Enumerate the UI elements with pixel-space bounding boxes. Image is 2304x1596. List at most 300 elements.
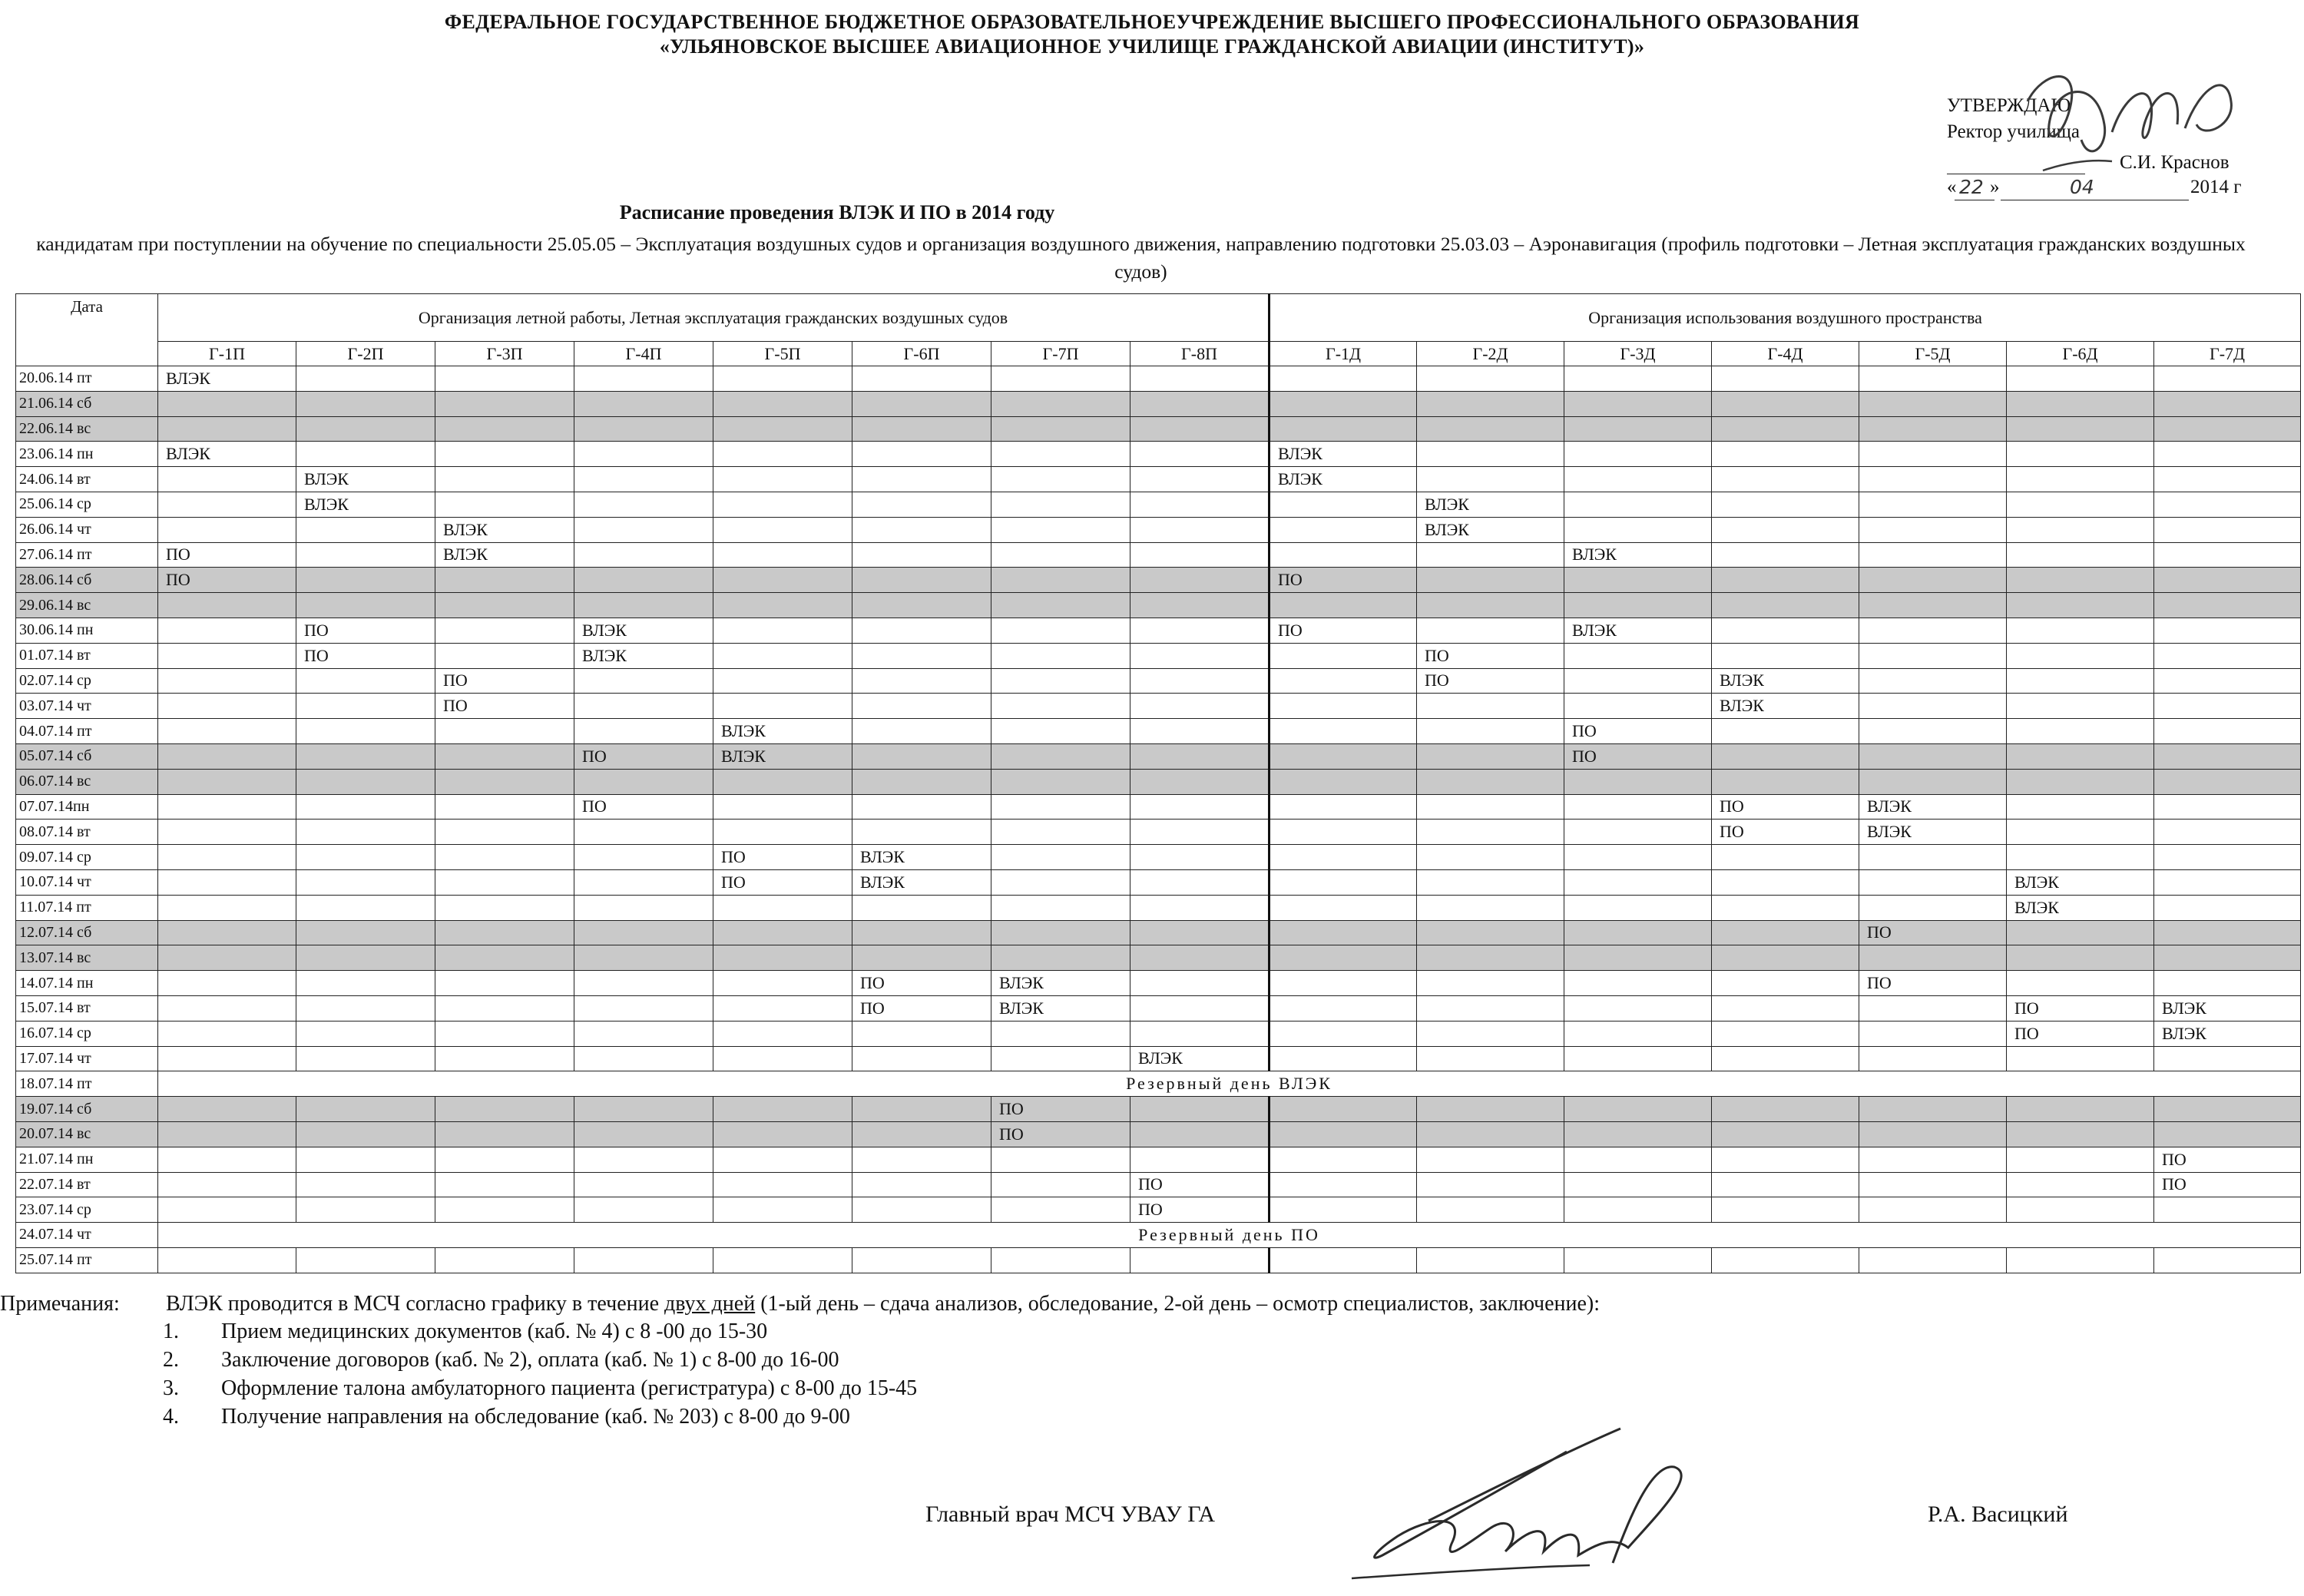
schedule-cell — [435, 643, 574, 668]
schedule-cell — [713, 769, 852, 794]
note-number: 4. — [163, 1405, 179, 1429]
date-cell: 04.07.14 пт — [16, 719, 158, 744]
schedule-cell — [1564, 416, 1712, 442]
schedule-cell — [1130, 416, 1270, 442]
schedule-cell — [1859, 743, 2007, 769]
schedule-cell — [713, 593, 852, 618]
schedule-cell — [296, 517, 435, 542]
schedule-cell — [296, 593, 435, 618]
schedule-cell — [158, 845, 296, 870]
schedule-cell: ПО — [1130, 1172, 1270, 1197]
schedule-cell — [1270, 668, 1417, 694]
table-row — [16, 1197, 2301, 1223]
schedule-cell: ПО — [296, 618, 435, 643]
schedule-cell — [1270, 1097, 1417, 1122]
schedule-cell — [2007, 1121, 2154, 1147]
date-cell: 13.07.14 вс — [16, 945, 158, 971]
schedule-cell — [713, 971, 852, 996]
schedule-cell — [435, 593, 574, 618]
schedule-cell — [574, 568, 713, 593]
schedule-cell — [296, 820, 435, 845]
date-cell: 18.07.14 пт — [16, 1071, 158, 1097]
note-number: 3. — [163, 1376, 179, 1400]
schedule-cell — [1130, 794, 1270, 820]
schedule-cell — [158, 1247, 296, 1273]
schedule-cell — [2154, 542, 2301, 568]
schedule-cell — [2007, 794, 2154, 820]
schedule-cell — [1712, 920, 1859, 945]
table-row — [16, 1046, 2301, 1071]
schedule-cell — [296, 442, 435, 467]
schedule-cell — [713, 1247, 852, 1273]
schedule-cell — [2007, 442, 2154, 467]
schedule-cell — [1712, 1172, 1859, 1197]
schedule-cell — [1270, 845, 1417, 870]
schedule-cell — [1859, 542, 2007, 568]
schedule-cell — [991, 442, 1130, 467]
schedule-cell — [574, 820, 713, 845]
schedule-cell — [1270, 1147, 1417, 1172]
schedule-cell: ВЛЭК — [1859, 820, 2007, 845]
schedule-cell: ВЛЭК — [158, 366, 296, 392]
schedule-cell — [1859, 1021, 2007, 1046]
schedule-cell — [2154, 467, 2301, 492]
schedule-cell — [296, 1197, 435, 1223]
schedule-cell — [1859, 593, 2007, 618]
schedule-table — [15, 293, 2301, 1273]
schedule-cell: ВЛЭК — [158, 442, 296, 467]
schedule-cell: ПО — [435, 668, 574, 694]
schedule-cell — [713, 895, 852, 920]
schedule-cell — [991, 366, 1130, 392]
schedule-cell — [435, 1046, 574, 1071]
schedule-title: Расписание проведения ВЛЭК И ПО в 2014 году — [619, 201, 1055, 224]
schedule-cell — [1859, 517, 2007, 542]
schedule-cell — [1270, 719, 1417, 744]
schedule-cell: ПО — [1859, 920, 2007, 945]
schedule-cell — [1564, 1197, 1712, 1223]
date-cell: 23.07.14 ср — [16, 1197, 158, 1223]
schedule-cell — [1130, 945, 1270, 971]
schedule-cell — [991, 820, 1130, 845]
schedule-cell — [1859, 467, 2007, 492]
schedule-cell: ПО — [1130, 1197, 1270, 1223]
schedule-cell — [1130, 869, 1270, 895]
schedule-cell — [1130, 1021, 1270, 1046]
schedule-cell — [158, 391, 296, 416]
chief-doctor-name: Р.А. Васицкий — [1928, 1502, 2068, 1527]
schedule-cell — [574, 1197, 713, 1223]
schedule-cell — [1130, 391, 1270, 416]
date-cell: 16.07.14 ср — [16, 1021, 158, 1046]
schedule-cell — [1564, 1247, 1712, 1273]
schedule-cell — [2154, 971, 2301, 996]
group-code-header: Г-3Д — [1564, 342, 1712, 366]
schedule-cell — [2007, 971, 2154, 996]
schedule-cell: ПО — [574, 743, 713, 769]
date-cell: 20.06.14 пт — [16, 366, 158, 392]
schedule-cell — [1130, 668, 1270, 694]
schedule-cell — [1130, 995, 1270, 1021]
table-row — [16, 995, 2301, 1021]
table-row — [16, 945, 2301, 971]
note-text: Заключение договоров (каб. № 2), оплата (каб. № 1) с 8-00 до 16-00 — [221, 1348, 839, 1372]
schedule-cell — [1270, 416, 1417, 442]
schedule-cell: ВЛЭК — [574, 618, 713, 643]
schedule-cell — [296, 719, 435, 744]
schedule-cell — [991, 1046, 1130, 1071]
schedule-cell — [1130, 517, 1270, 542]
schedule-cell — [1270, 895, 1417, 920]
schedule-cell — [1564, 643, 1712, 668]
schedule-cell — [991, 920, 1130, 945]
schedule-cell — [713, 366, 852, 392]
schedule-cell — [713, 1197, 852, 1223]
table-row — [16, 1097, 2301, 1122]
schedule-cell — [158, 492, 296, 517]
date-cell: 11.07.14 пт — [16, 895, 158, 920]
schedule-cell — [296, 1046, 435, 1071]
schedule-cell — [1270, 869, 1417, 895]
schedule-cell — [1417, 719, 1564, 744]
schedule-cell — [158, 743, 296, 769]
schedule-cell — [1270, 820, 1417, 845]
schedule-cell — [574, 1172, 713, 1197]
schedule-cell — [1270, 971, 1417, 996]
date-cell: 22.07.14 вт — [16, 1172, 158, 1197]
schedule-cell — [1564, 568, 1712, 593]
schedule-cell — [1130, 568, 1270, 593]
schedule-cell — [574, 971, 713, 996]
schedule-cell — [435, 1021, 574, 1046]
date-cell: 24.06.14 вт — [16, 467, 158, 492]
table-row — [16, 1147, 2301, 1172]
schedule-cell — [435, 820, 574, 845]
schedule-cell — [1130, 492, 1270, 517]
date-cell: 15.07.14 вт — [16, 995, 158, 1021]
note-text: Оформление талона амбулаторного пациента (регистратура) с 8-00 до 15-45 — [221, 1376, 918, 1400]
schedule-cell — [713, 492, 852, 517]
schedule-cell — [574, 492, 713, 517]
schedule-cell — [1270, 492, 1417, 517]
date-cell: 17.07.14 чт — [16, 1046, 158, 1071]
schedule-cell — [158, 1121, 296, 1147]
schedule-cell — [1270, 743, 1417, 769]
table-row — [16, 920, 2301, 945]
schedule-cell — [2154, 1247, 2301, 1273]
table-row — [16, 618, 2301, 643]
schedule-cell — [2154, 1097, 2301, 1122]
schedule-cell — [1712, 391, 1859, 416]
schedule-cell — [1270, 769, 1417, 794]
schedule-cell — [435, 391, 574, 416]
schedule-cell — [1859, 568, 2007, 593]
schedule-cell — [1417, 971, 1564, 996]
schedule-cell — [158, 643, 296, 668]
schedule-cell — [2007, 593, 2154, 618]
schedule-cell — [435, 1197, 574, 1223]
schedule-cell — [713, 442, 852, 467]
schedule-cell — [1564, 467, 1712, 492]
schedule-cell — [852, 1197, 991, 1223]
schedule-cell — [435, 442, 574, 467]
schedule-cell — [2154, 366, 2301, 392]
schedule-cell — [991, 467, 1130, 492]
schedule-cell — [435, 366, 574, 392]
schedule-cell — [296, 794, 435, 820]
schedule-cell — [1417, 366, 1564, 392]
notes-intro-emphasis: двух дней — [664, 1292, 756, 1316]
schedule-cell: ПО — [1270, 618, 1417, 643]
schedule-cell — [2007, 542, 2154, 568]
schedule-cell — [1417, 568, 1564, 593]
schedule-cell — [852, 1247, 991, 1273]
schedule-cell — [574, 593, 713, 618]
date-cell: 21.06.14 сб — [16, 391, 158, 416]
schedule-cell — [2154, 794, 2301, 820]
schedule-cell — [1564, 945, 1712, 971]
schedule-cell — [2154, 593, 2301, 618]
date-cell: 20.07.14 вс — [16, 1121, 158, 1147]
schedule-cell — [1712, 1021, 1859, 1046]
approval-date-year: 2014 г — [2190, 177, 2242, 197]
schedule-cell — [713, 694, 852, 719]
table-row — [16, 542, 2301, 568]
schedule-cell — [435, 743, 574, 769]
schedule-cell: ВЛЭК — [1564, 542, 1712, 568]
schedule-cell — [158, 945, 296, 971]
schedule-cell — [713, 1172, 852, 1197]
schedule-cell — [158, 995, 296, 1021]
schedule-cell — [435, 1247, 574, 1273]
approval-date-month: 04 — [2070, 176, 2094, 198]
schedule-cell — [1417, 769, 1564, 794]
schedule-cell — [2154, 492, 2301, 517]
schedule-cell: ПО — [1564, 719, 1712, 744]
schedule-cell — [2154, 869, 2301, 895]
schedule-cell — [574, 416, 713, 442]
approval-date-quote-close: » — [1990, 177, 2000, 197]
date-cell: 22.06.14 вс — [16, 416, 158, 442]
schedule-cell — [1712, 517, 1859, 542]
schedule-cell — [1564, 1021, 1712, 1046]
schedule-cell: ПО — [1712, 794, 1859, 820]
table-row — [16, 971, 2301, 996]
schedule-cell — [296, 1247, 435, 1273]
schedule-cell — [1712, 467, 1859, 492]
schedule-cell — [991, 694, 1130, 719]
schedule-cell — [2154, 643, 2301, 668]
group-code-header: Г-5Д — [1859, 342, 2007, 366]
schedule-cell — [2154, 845, 2301, 870]
schedule-cell — [1417, 1147, 1564, 1172]
schedule-cell — [2007, 492, 2154, 517]
schedule-cell — [435, 416, 574, 442]
schedule-cell — [1130, 1121, 1270, 1147]
schedule-cell — [1859, 1121, 2007, 1147]
schedule-cell — [574, 1121, 713, 1147]
schedule-cell — [158, 1046, 296, 1071]
schedule-cell — [1130, 1247, 1270, 1273]
schedule-cell — [2007, 845, 2154, 870]
schedule-cell — [1270, 1046, 1417, 1071]
schedule-cell — [574, 1147, 713, 1172]
schedule-cell — [2007, 945, 2154, 971]
schedule-cell — [1712, 593, 1859, 618]
schedule-cell: ВЛЭК — [991, 995, 1130, 1021]
schedule-cell — [852, 442, 991, 467]
table-row — [16, 895, 2301, 920]
schedule-cell — [158, 869, 296, 895]
schedule-cell — [1417, 820, 1564, 845]
schedule-cell: ВЛЭК — [713, 719, 852, 744]
schedule-cell — [2154, 1121, 2301, 1147]
schedule-cell — [1130, 694, 1270, 719]
schedule-cell — [1564, 442, 1712, 467]
schedule-cell — [1859, 1172, 2007, 1197]
date-cell: 27.06.14 пт — [16, 542, 158, 568]
date-cell: 25.07.14 пт — [16, 1247, 158, 1273]
table-row — [16, 467, 2301, 492]
schedule-cell — [1712, 542, 1859, 568]
schedule-cell — [296, 1121, 435, 1147]
schedule-cell — [2154, 442, 2301, 467]
schedule-cell: ВЛЭК — [2154, 995, 2301, 1021]
approval-label: УТВЕРЖДАЮ — [1947, 95, 2071, 116]
table-row — [16, 1121, 2301, 1147]
schedule-cell — [1859, 719, 2007, 744]
schedule-cell: ПО — [1712, 820, 1859, 845]
schedule-cell — [1270, 794, 1417, 820]
table-row — [16, 1223, 2301, 1248]
schedule-cell — [296, 1172, 435, 1197]
schedule-cell — [1712, 1046, 1859, 1071]
schedule-cell — [1417, 895, 1564, 920]
schedule-cell — [991, 719, 1130, 744]
notes-intro — [166, 1290, 1600, 1318]
date-cell: 14.07.14 пн — [16, 971, 158, 996]
schedule-cell — [1859, 1097, 2007, 1122]
schedule-cell — [1270, 1172, 1417, 1197]
schedule-cell — [296, 694, 435, 719]
schedule-cell — [574, 391, 713, 416]
schedule-cell — [158, 668, 296, 694]
table-row — [16, 1172, 2301, 1197]
schedule-cell — [574, 719, 713, 744]
schedule-cell — [2154, 416, 2301, 442]
schedule-cell: ВЛЭК — [435, 542, 574, 568]
table-row — [16, 1247, 2301, 1273]
schedule-cell — [713, 995, 852, 1021]
schedule-cell — [1564, 769, 1712, 794]
institution-name-line2: «УЛЬЯНОВСКОЕ ВЫСШЕЕ АВИАЦИОННОЕ УЧИЛИЩЕ ГРАЖДАНСКОЙ АВИАЦИИ (ИНСТИТУТ)» — [659, 35, 1645, 58]
schedule-cell: ПО — [158, 568, 296, 593]
date-cell: 01.07.14 вт — [16, 643, 158, 668]
schedule-cell — [713, 668, 852, 694]
schedule-cell — [2007, 668, 2154, 694]
schedule-cell — [1270, 945, 1417, 971]
schedule-cell — [713, 568, 852, 593]
schedule-cell — [158, 694, 296, 719]
schedule-cell — [2007, 391, 2154, 416]
schedule-cell — [435, 719, 574, 744]
schedule-cell — [2007, 568, 2154, 593]
schedule-cell — [1417, 1172, 1564, 1197]
schedule-cell — [1712, 719, 1859, 744]
schedule-cell — [1859, 416, 2007, 442]
schedule-cell — [1859, 492, 2007, 517]
schedule-cell — [852, 1097, 991, 1122]
schedule-cell — [1417, 743, 1564, 769]
schedule-cell — [1859, 668, 2007, 694]
table-row — [16, 719, 2301, 744]
schedule-cell — [296, 995, 435, 1021]
schedule-cell — [1417, 467, 1564, 492]
schedule-cell — [435, 920, 574, 945]
schedule-cell — [1859, 869, 2007, 895]
schedule-cell — [435, 769, 574, 794]
chief-doctor-title: Главный врач МСЧ УВАУ ГА — [925, 1502, 1215, 1527]
schedule-cell — [1712, 971, 1859, 996]
schedule-cell — [2007, 1247, 2154, 1273]
schedule-cell — [713, 794, 852, 820]
schedule-cell — [1859, 618, 2007, 643]
schedule-cell — [1712, 945, 1859, 971]
schedule-cell — [1564, 366, 1712, 392]
schedule-cell — [158, 971, 296, 996]
schedule-cell — [852, 618, 991, 643]
schedule-cell — [2007, 618, 2154, 643]
schedule-cell — [574, 542, 713, 568]
schedule-cell — [158, 820, 296, 845]
schedule-cell — [1712, 643, 1859, 668]
schedule-cell — [1859, 995, 2007, 1021]
schedule-cell — [296, 869, 435, 895]
schedule-cell — [1564, 1046, 1712, 1071]
schedule-cell — [158, 467, 296, 492]
schedule-cell: ПО — [1859, 971, 2007, 996]
schedule-cell — [296, 568, 435, 593]
schedule-cell — [991, 618, 1130, 643]
schedule-cell: ПО — [991, 1121, 1130, 1147]
schedule-cell — [1712, 416, 1859, 442]
schedule-cell — [296, 366, 435, 392]
schedule-cell — [1130, 542, 1270, 568]
schedule-cell — [2007, 743, 2154, 769]
approval-date-day: 22 — [1959, 176, 1984, 198]
schedule-cell — [991, 517, 1130, 542]
schedule-cell — [158, 920, 296, 945]
schedule-cell — [158, 593, 296, 618]
date-column-header: Дата — [16, 294, 158, 366]
schedule-cell — [1417, 542, 1564, 568]
schedule-cell — [1712, 568, 1859, 593]
schedule-cell — [991, 1147, 1130, 1172]
schedule-cell — [296, 1021, 435, 1046]
schedule-cell — [574, 1097, 713, 1122]
schedule-cell — [1712, 869, 1859, 895]
schedule-cell: ВЛЭК — [2154, 1021, 2301, 1046]
schedule-cell — [1712, 769, 1859, 794]
schedule-cell — [2154, 568, 2301, 593]
schedule-cell — [852, 568, 991, 593]
date-cell: 23.06.14 пн — [16, 442, 158, 467]
schedule-cell — [2154, 1046, 2301, 1071]
schedule-cell — [2154, 618, 2301, 643]
schedule-cell: ВЛЭК — [2007, 869, 2154, 895]
schedule-cell — [1417, 1046, 1564, 1071]
schedule-cell — [713, 1147, 852, 1172]
